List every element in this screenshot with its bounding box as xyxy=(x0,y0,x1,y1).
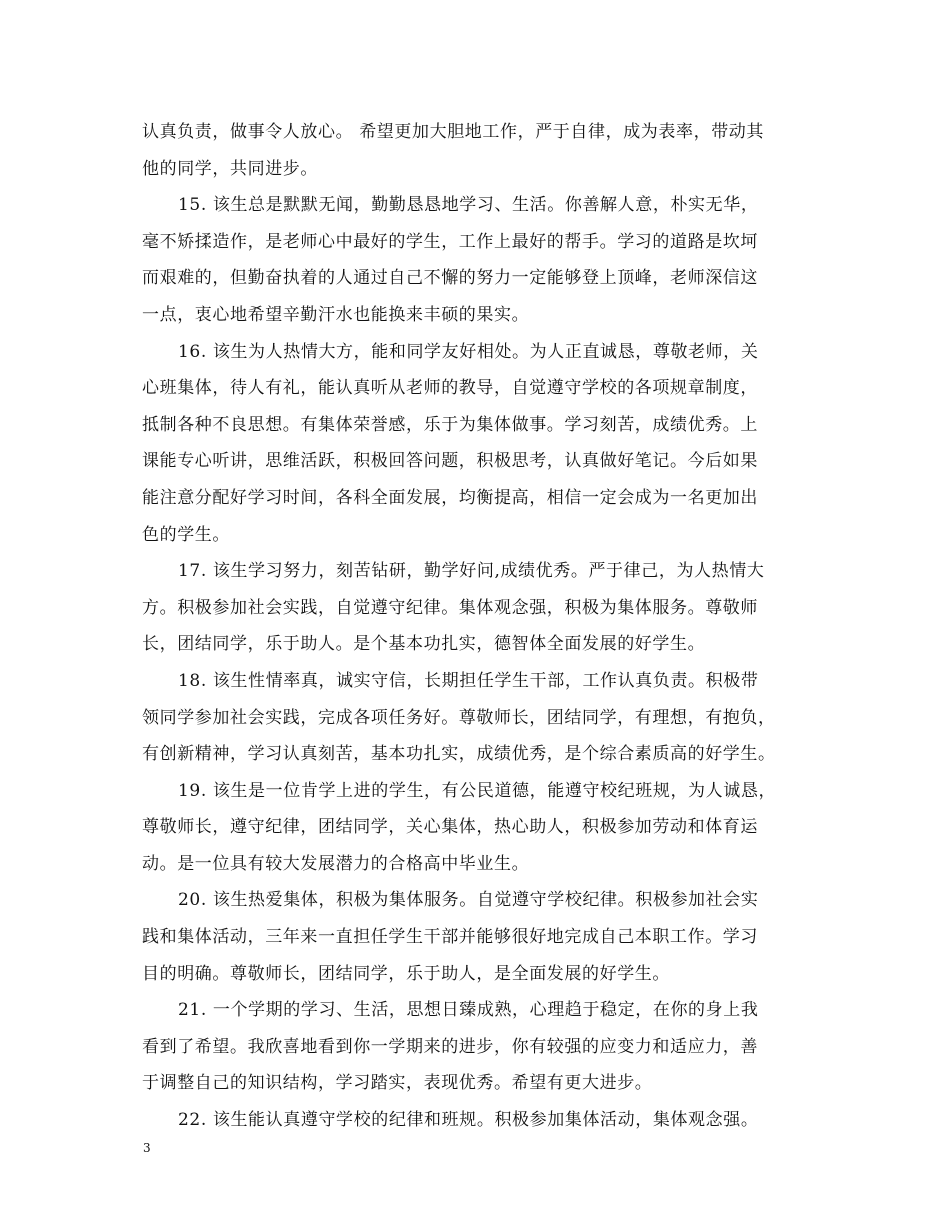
paragraph-first-line: 17. 该生学习努力，刻苦钻研，勤学好问,成绩优秀。严于律己，为人热情大 xyxy=(178,561,765,582)
text-line: 抵制各种不良思想。有集体荣誉感，乐于为集体做事。学习刻苦，成绩优秀。上 xyxy=(142,414,758,435)
text-line: 践和集体活动，三年来一直担任学生干部并能够很好地完成自己本职工作。学习 xyxy=(142,927,758,948)
text-line: 毫不矫揉造作，是老师心中最好的学生，工作上最好的帮手。学习的道路是坎坷 xyxy=(142,231,758,252)
text-line: 于调整自己的知识结构，学习踏实，表现优秀。希望有更大进步。 xyxy=(142,1073,653,1094)
text-line: 动。是一位具有较大发展潜力的合格高中毕业生。 xyxy=(142,853,530,874)
text-line: 领同学参加社会实践，完成各项任务好。尊敬师长，团结同学，有理想，有抱负， xyxy=(142,707,776,728)
text-line: 尊敬师长，遵守纪律，团结同学，关心集体，热心助人，积极参加劳动和体育运 xyxy=(142,817,758,838)
text-line: 课能专心听讲，思维活跃，积极回答问题，积极思考，认真做好笔记。今后如果 xyxy=(142,451,758,472)
text-line: 一点，衷心地希望辛勤汗水也能换来丰硕的果实。 xyxy=(142,304,530,325)
paragraph-first-line: 16. 该生为人热情大方，能和同学友好相处。为人正直诚恳，尊敬老师，关 xyxy=(178,341,759,362)
text-line: 能注意分配好学习时间，各科全面发展，均衡提高，相信一定会成为一名更加出 xyxy=(142,487,758,508)
paragraph-first-line: 19. 该生是一位肯学上进的学生，有公民道德，能遵守校纪班规，为人诚恳， xyxy=(178,780,777,801)
text-line: 长，团结同学，乐于助人。是个基本功扎实，德智体全面发展的好学生。 xyxy=(142,634,706,655)
document-body xyxy=(142,114,812,1139)
text-line: 有创新精神，学习认真刻苦，基本功扎实，成绩优秀，是个综合素质高的好学生。 xyxy=(142,744,776,765)
text-line: 心班集体，待人有礼，能认真听从老师的教导，自觉遵守学校的各项规章制度， xyxy=(142,378,758,399)
text-line: 认真负责，做事令人放心。 希望更加大胆地工作，严于自律，成为表率，带动其 xyxy=(142,122,765,142)
text-line: 目的明确。尊敬师长，团结同学，乐于助人，是全面发展的好学生。 xyxy=(142,963,670,984)
page-number: 3 xyxy=(143,1141,151,1155)
text-line: 他的同学，共同进步。 xyxy=(142,158,318,179)
text-line: 方。积极参加社会实践，自觉遵守纪律。集体观念强，积极为集体服务。尊敬师 xyxy=(142,597,758,618)
text-line: 色的学生。 xyxy=(142,524,230,545)
paragraph-first-line: 22. 该生能认真遵守学校的纪律和班规。积极参加集体活动，集体观念强。 xyxy=(178,1110,759,1131)
text-line: 看到了希望。我欣喜地看到你一学期来的进步，你有较强的应变力和适应力，善 xyxy=(142,1036,758,1057)
paragraph-first-line: 20. 该生热爱集体，积极为集体服务。自觉遵守学校纪律。积极参加社会实 xyxy=(178,890,759,911)
text-line: 而艰难的，但勤奋执着的人通过自己不懈的努力一定能够登上顶峰，老师深信这 xyxy=(142,268,758,289)
paragraph-first-line: 18. 该生性情率真，诚实守信，长期担任学生干部，工作认真负责。积极带 xyxy=(178,670,759,691)
paragraph-first-line: 15. 该生总是默默无闻，勤勤恳恳地学习、生活。你善解人意，朴实无华， xyxy=(178,195,759,216)
paragraph-first-line: 21. 一个学期的学习、生活，思想日臻成熟，心理趋于稳定，在你的身上我 xyxy=(178,1000,759,1021)
